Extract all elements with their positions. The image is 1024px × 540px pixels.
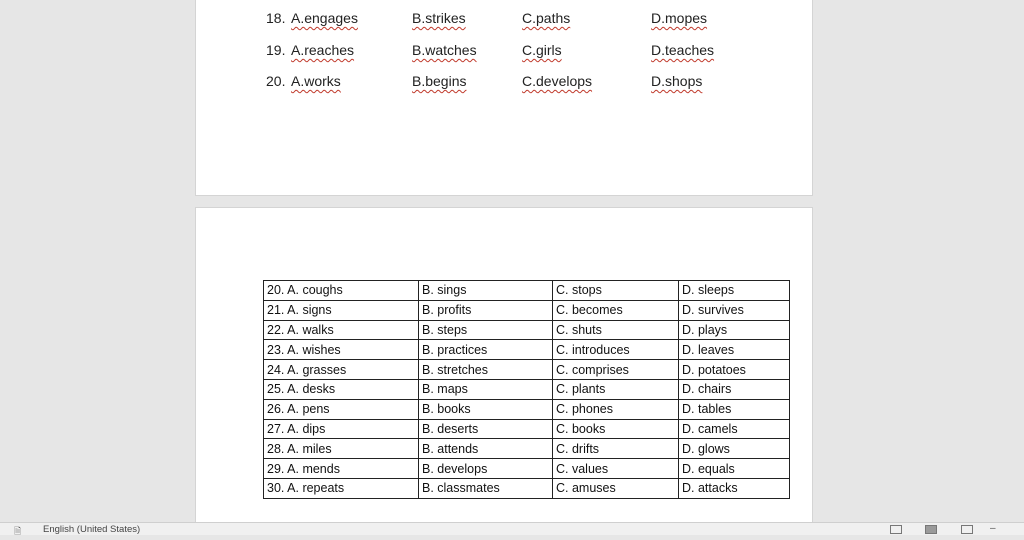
cell-option-b: B. attends — [419, 439, 553, 459]
pronunciation-table — [263, 280, 790, 499]
cell-option-a: 24. A. grasses — [264, 360, 419, 380]
table-row — [264, 281, 790, 301]
cell-option-d: D. attacks — [679, 478, 790, 498]
cell-option-b: B. steps — [419, 320, 553, 340]
proofing-icon[interactable]: 🗎 — [14, 526, 22, 536]
table-row — [264, 360, 790, 380]
cell-option-b: B. stretches — [419, 360, 553, 380]
table-row — [264, 439, 790, 459]
table-row — [264, 459, 790, 479]
table-row — [264, 320, 790, 340]
option-c: C.paths — [522, 10, 571, 26]
cell-option-d: D. tables — [679, 399, 790, 419]
table-row — [264, 419, 790, 439]
cell-option-b: B. profits — [419, 300, 553, 320]
table-row — [264, 300, 790, 320]
cell-option-d: D. potatoes — [679, 360, 790, 380]
document-page-2 — [196, 208, 812, 526]
cell-option-c: C. phones — [553, 399, 679, 419]
cell-option-c: C. plants — [553, 379, 679, 399]
print-layout-icon[interactable] — [925, 525, 937, 534]
cell-option-d: D. leaves — [679, 340, 790, 360]
table-row — [264, 478, 790, 498]
cell-option-a: 30. A. repeats — [264, 478, 419, 498]
language-indicator[interactable]: English (United States) — [43, 524, 141, 535]
cell-option-c: C. stops — [553, 281, 679, 301]
cell-option-a: 26. A. pens — [264, 399, 419, 419]
option-d: D.mopes — [651, 10, 708, 26]
cell-option-c: C. books — [553, 419, 679, 439]
cell-option-b: B. practices — [419, 340, 553, 360]
cell-option-c: C. comprises — [553, 360, 679, 380]
cell-option-a: 22. A. walks — [264, 320, 419, 340]
cell-option-a: 23. A. wishes — [264, 340, 419, 360]
option-a: A.works — [291, 73, 341, 89]
option-d: D.shops — [651, 73, 703, 89]
cell-option-c: C. introduces — [553, 340, 679, 360]
option-c: C.girls — [522, 42, 562, 58]
table-row — [264, 379, 790, 399]
question-number: 18. — [266, 10, 286, 26]
cell-option-d: D. glows — [679, 439, 790, 459]
cell-option-c: C. amuses — [553, 478, 679, 498]
cell-option-c: C. shuts — [553, 320, 679, 340]
cell-option-c: C. values — [553, 459, 679, 479]
read-mode-icon[interactable] — [890, 525, 902, 534]
table-row — [264, 399, 790, 419]
cell-option-a: 20. A. coughs — [264, 281, 419, 301]
option-c: C.develops — [522, 73, 593, 89]
option-b: B.watches — [412, 42, 477, 58]
status-bar — [0, 522, 1024, 535]
option-a: A.reaches — [291, 42, 355, 58]
cell-option-d: D. plays — [679, 320, 790, 340]
table-row — [264, 340, 790, 360]
cell-option-a: 28. A. miles — [264, 439, 419, 459]
table-body — [264, 281, 790, 499]
cell-option-b: B. classmates — [419, 478, 553, 498]
option-a: A.engages — [291, 10, 358, 26]
option-d: D.teaches — [651, 42, 715, 58]
cell-option-a: 27. A. dips — [264, 419, 419, 439]
option-b: B.begins — [412, 73, 467, 89]
cell-option-d: D. equals — [679, 459, 790, 479]
cell-option-a: 25. A. desks — [264, 379, 419, 399]
cell-option-a: 21. A. signs — [264, 300, 419, 320]
cell-option-b: B. develops — [419, 459, 553, 479]
cell-option-c: C. drifts — [553, 439, 679, 459]
cell-option-a: 29. A. mends — [264, 459, 419, 479]
cell-option-c: C. becomes — [553, 300, 679, 320]
web-layout-icon[interactable] — [961, 525, 973, 534]
cell-option-b: B. books — [419, 399, 553, 419]
cell-option-d: D. survives — [679, 300, 790, 320]
document-page-1 — [196, 0, 812, 195]
cell-option-d: D. camels — [679, 419, 790, 439]
cell-option-b: B. maps — [419, 379, 553, 399]
zoom-out-icon[interactable]: – — [990, 523, 996, 534]
cell-option-b: B. deserts — [419, 419, 553, 439]
cell-option-d: D. sleeps — [679, 281, 790, 301]
question-number: 20. — [266, 73, 286, 89]
cell-option-b: B. sings — [419, 281, 553, 301]
question-number: 19. — [266, 42, 286, 58]
option-b: B.strikes — [412, 10, 466, 26]
cell-option-d: D. chairs — [679, 379, 790, 399]
